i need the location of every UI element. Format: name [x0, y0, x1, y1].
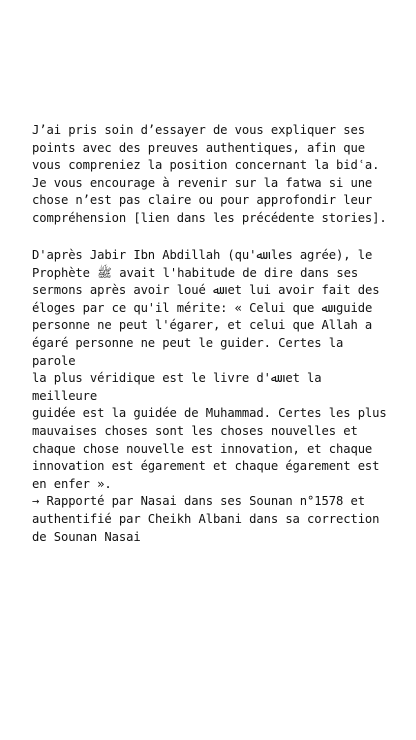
explanation-paragraph: J’ai pris soin d’essayer de vous expliquer ses points avec des preuves authentiques, afin que vous compreniez la position concernant la bidʿa. Je vous encourage à revenir sur la fatwa si une chose n’est pas claire ou pour approfondir leur compréhension [lien dans les précédente stories].: [32, 123, 387, 225]
hadith-paragraph: D'après Jabir Ibn Abdillah (qu'ﷲ les agrée), le Prophète ﷺ avait l'habitude de dire dans ses sermons après avoir loué ﷲ et lui avoir fait des éloges par ce qu'il mérite: « Celui que ﷲ guide personne ne peut l'égarer, et celui que Allah a égaré personne ne peut le guider. Certes la parole la plus véridique est le livre d'ﷲ et la meilleure guidée est la guidée de Muhammad. Certes les plus mauvaises choses sont les choses nouvelles et chaque chose nouvelle est innovation, et chaque innovation est égarement et chaque égarement est en enfer ». → Rapporté par Nasai dans ses Sounan n°1578 et authentifié par Cheikh Albani dans sa correction de Sounan Nasai: [32, 248, 387, 544]
